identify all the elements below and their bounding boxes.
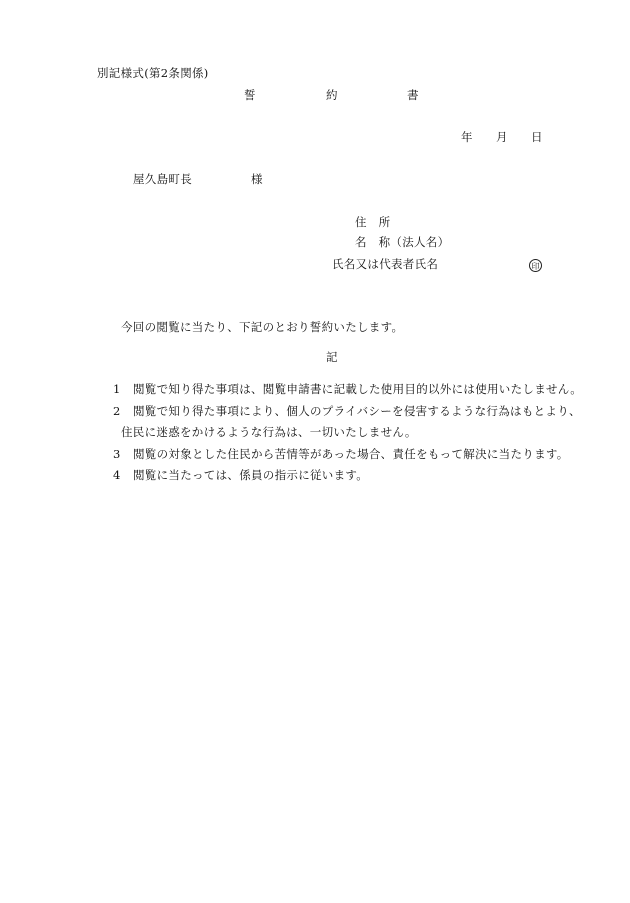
form-label: 別記様式(第2条関係) xyxy=(97,66,209,80)
title-char-1: 誓 xyxy=(244,88,256,102)
list-item-3-number: 3 xyxy=(113,447,121,461)
date-year-label: 年 xyxy=(461,130,473,144)
list-item-3-text: 閲覧の対象とした住民から苦情等があった場合、責任をもって解決に当たります。 xyxy=(133,447,569,461)
list-item-4-number: 4 xyxy=(113,468,121,482)
list-item-2-number: 2 xyxy=(113,404,121,418)
addressee-name: 屋久島町長 xyxy=(133,172,192,186)
list-item-1-text: 閲覧で知り得た事項は、閲覧申請書に記載した使用目的以外には使用いたしません。 xyxy=(133,382,583,396)
list-item-2-continuation: 住民に迷惑をかけるような行為は、一切いたしません。 xyxy=(121,425,417,439)
address-label: 住 所 xyxy=(355,215,391,229)
section-heading: 記 xyxy=(326,350,338,364)
title-char-3: 書 xyxy=(407,88,419,102)
list-item-1-number: 1 xyxy=(113,382,121,396)
representative-name-label: 氏名又は代表者氏名 xyxy=(332,257,439,271)
seal-icon: 印 xyxy=(529,259,542,272)
date-day-label: 日 xyxy=(531,130,543,144)
list-item-4-text: 閲覧に当たっては、係員の指示に従います。 xyxy=(133,468,369,482)
corporate-name-label: 名 称（法人名） xyxy=(355,235,450,249)
list-item-2-text: 閲覧で知り得た事項により、個人のプライバシーを侵害するような行為はもとより、 xyxy=(133,404,581,418)
date-month-label: 月 xyxy=(496,130,508,144)
intro-text: 今回の閲覧に当たり、下記のとおり誓約いたします。 xyxy=(121,320,404,334)
title-char-2: 約 xyxy=(326,88,338,102)
addressee-honorific: 様 xyxy=(251,172,263,186)
